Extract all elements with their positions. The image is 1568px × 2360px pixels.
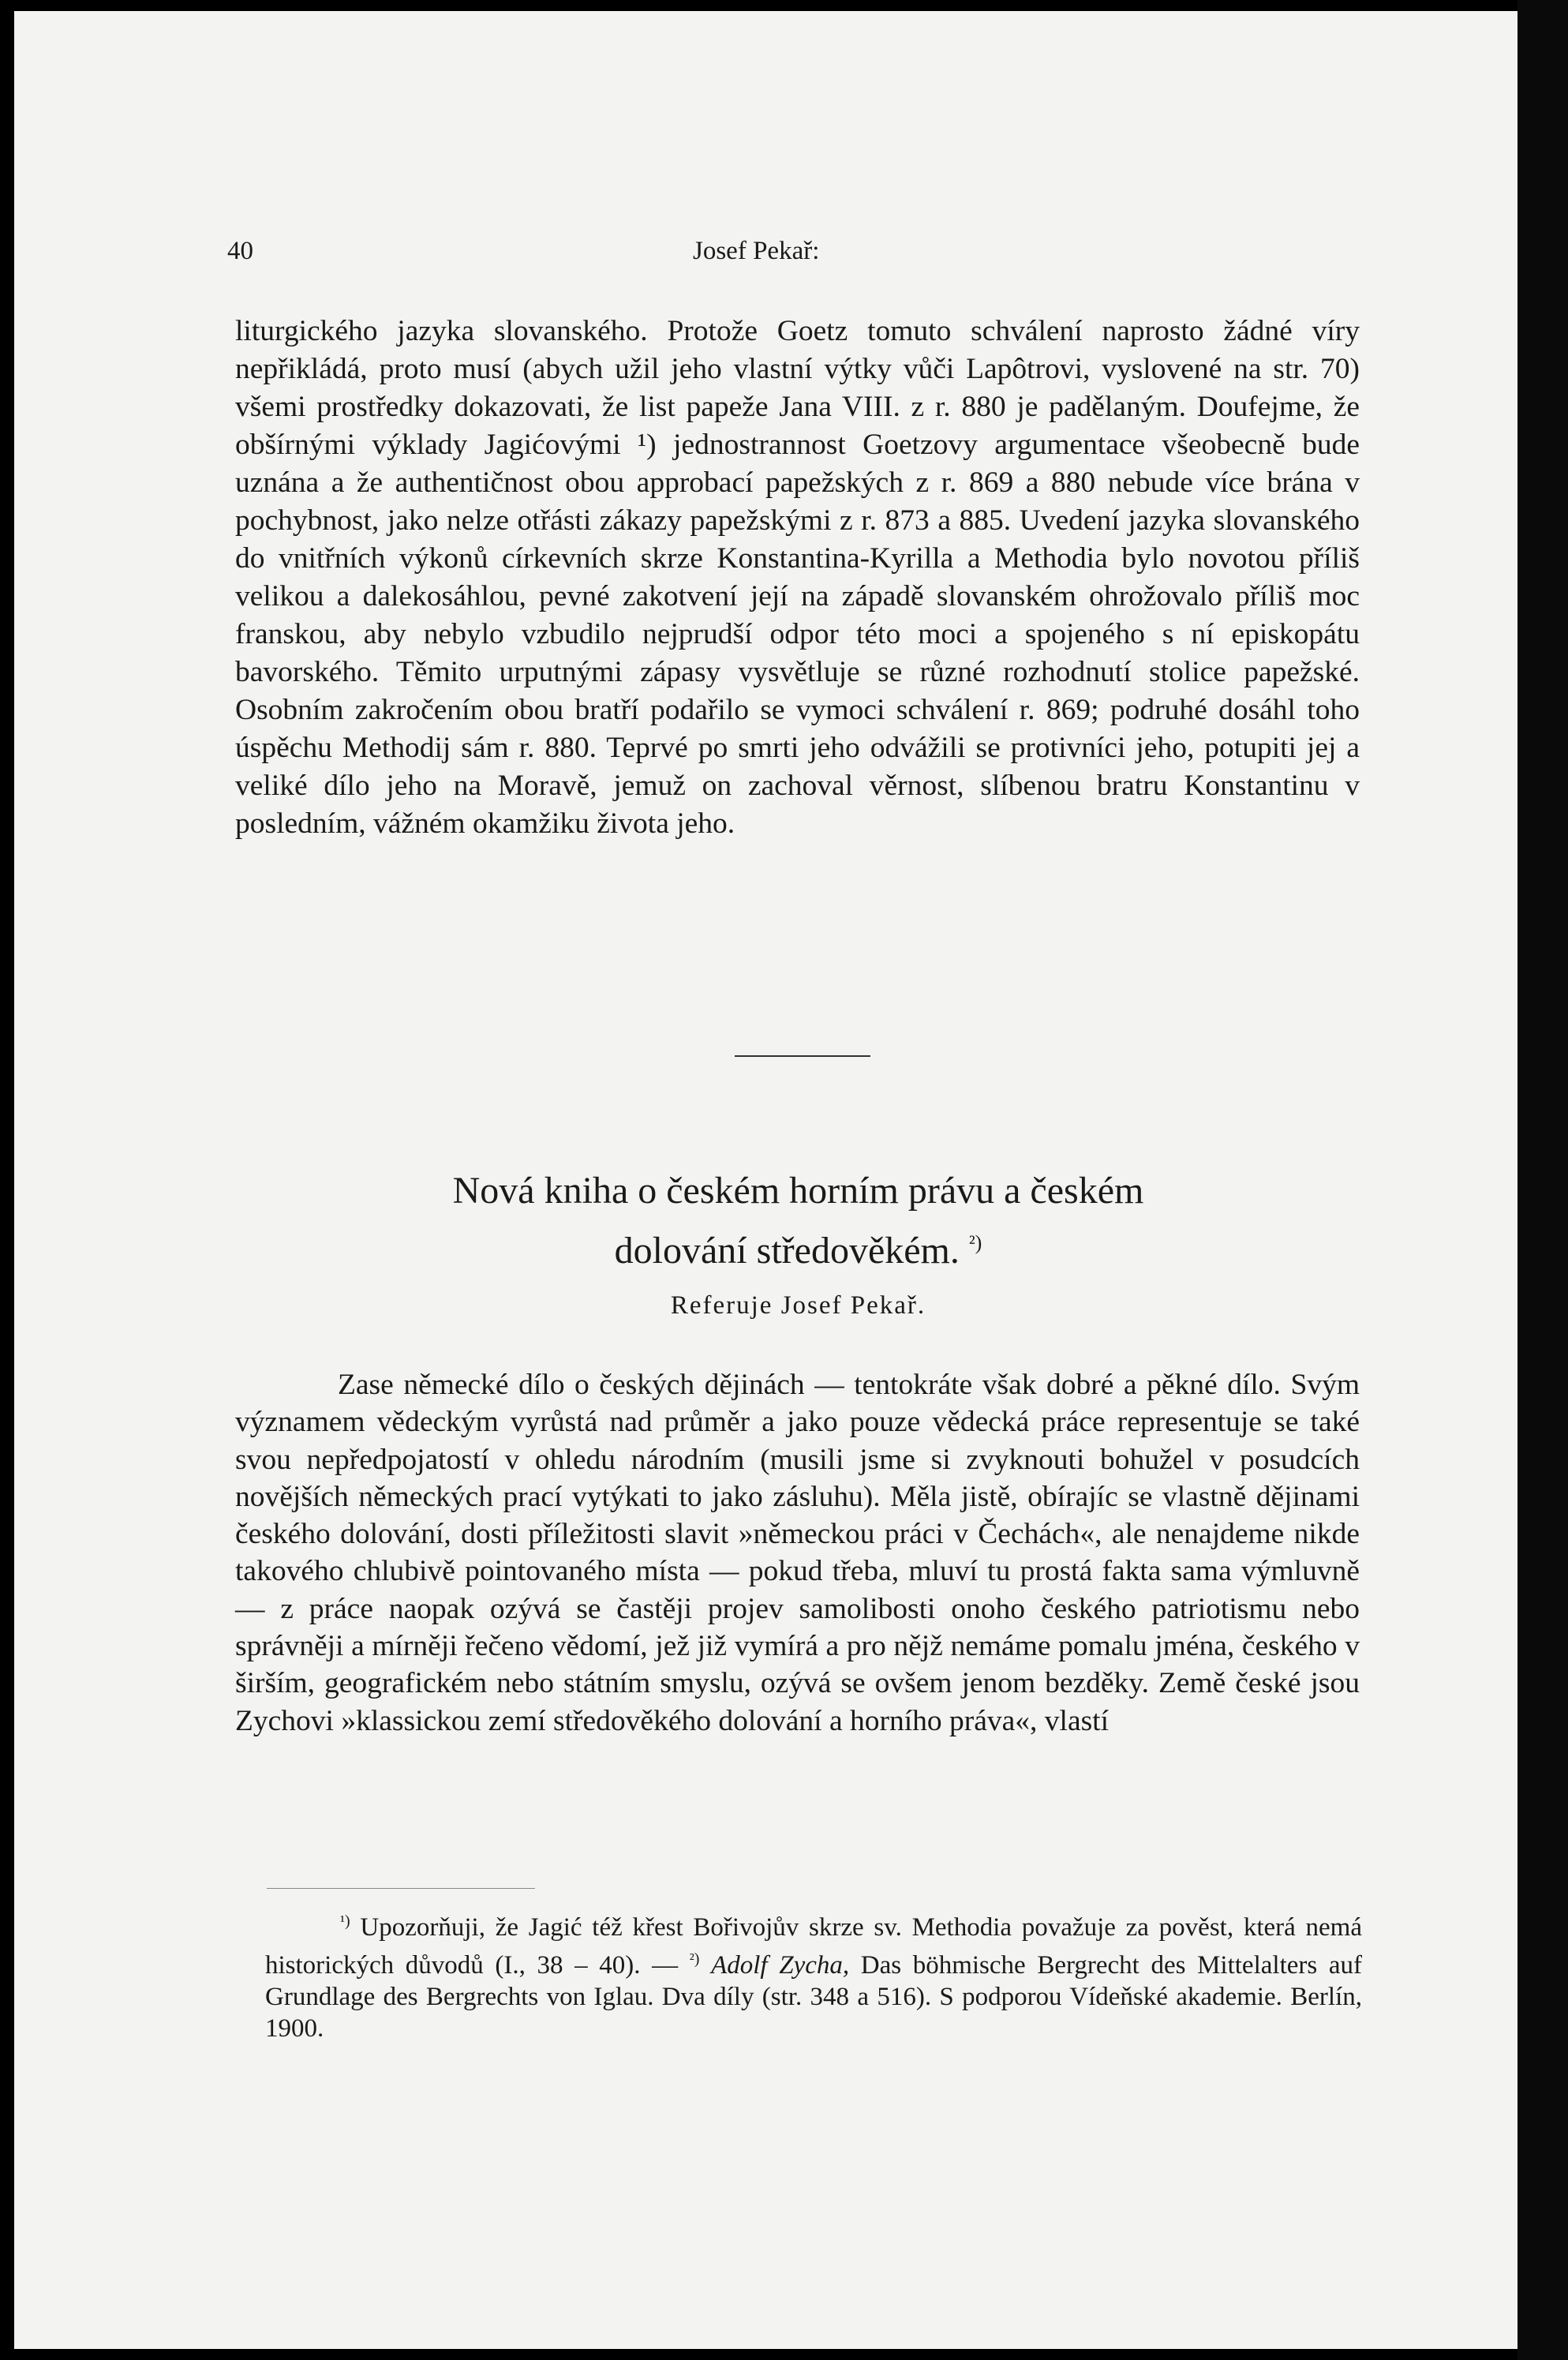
scanned-page: [14, 11, 1517, 2349]
article-title: [211, 1165, 1385, 1277]
footnote-mark-1: ¹): [340, 1912, 350, 1930]
footnote-separator: [267, 1888, 535, 1889]
footnote-2-text: Das böhmische Bergrecht des Mittelalters auf Grundlage des Bergrechts von Iglau. Dva díly (str. 348 a 516). S podporou Vídeňské akademie. Berlín, 1900.: [265, 1951, 1362, 2043]
footnote-2-author: Adolf Zycha,: [711, 1951, 850, 1980]
footnote-paragraph: [265, 1905, 1362, 2044]
section-divider: [735, 1055, 870, 1057]
article-byline: Referuje Josef Pekař.: [670, 1291, 926, 1320]
page-number: 40: [227, 237, 253, 265]
article-title-line2: [211, 1217, 1385, 1277]
article-text-block: [235, 1366, 1360, 1740]
article-title-line2-text: dolování středověkém.: [614, 1230, 960, 1272]
scan-edge-band: [1517, 0, 1568, 2360]
continuation-paragraph: liturgického jazyka slovanského. Protože Goetz tomuto schválení naprosto žádné víry nepřikládá, proto musí (abych užil jeho vlastní výtky vůči Lapôtrovi, vyslovené na str. 70) všemi prostředky dokazovati, že list papeže Jana VIII. z r. 880 je padělaným. Doufejme, že obšírnými výklady Jagićovými ¹) jednostrannost Goetzovy argumentace všeobecně bude uznána a že authentičnost obou approbací papežských z r. 869 a 880 nebude více brána v pochybnost, jako nelze otřásti zákazy papežskými z r. 873 a 885. Uvedení jazyka slovanského do vnitřních výkonů církevních skrze Konstantina-Kyrilla a Methodia bylo novotou příliš velikou a dalekosáhlou, pevné zakotvení její na západě slovanském ohrožovalo příliš moc franskou, aby nebylo vzbudilo nejprudší odpor této moci a spojeného s ní episkopátu bavorského. Těmito urputnými zápasy vysvětluje se různé rozhodnutí stolice papežské. Osobním zakročením obou bratří podařilo se vymoci schválení r. 869; podruhé dosáhl toho úspěchu Methodij sám r. 880. Teprvé po smrti jeho odvážili se protivníci jeho, potupiti jej a veliké dílo jeho na Moravě, jemuž on zachoval věrnost, slíbenou bratru Konstantinu v posledním, vážném okamžiku života jeho.: [235, 315, 1360, 840]
footnote-1-text: Upozorňuji, že Jagić též křest Bořivojův skrze sv. Methodia považuje za pověst, která nemá historických důvodů (I., 38 – 40). —: [265, 1913, 1362, 1980]
footnotes: [265, 1905, 1362, 2044]
running-header: [227, 237, 1411, 272]
continuation-text-block: [235, 313, 1360, 843]
title-footnote-mark: ²): [968, 1231, 982, 1254]
footnote-mark-2: ²): [689, 1950, 700, 1968]
article-body-paragraph: Zase německé dílo o českých dějinách — tentokráte však dobré a pěkné dílo. Svým významem vědeckým vyrůstá nad průměr a jako pouze vědecká práce representuje se také svou nepředpojatostí v ohledu národním (musili jsme si zvyknouti bohužel v posudcích novějších německých prací vytýkati to jako zásluhu). Měla jistě, obírajíc se vlastně dějinami českého dolování, dosti příležitosti slavit »německou práci v Čechách«, ale nenajdeme nikde takového chlubivě pointovaného místa — pokud třeba, mluví tu prostá fakta sama výmluvně — z práce naopak ozývá se častěji projev samolibosti onoho českého patriotismu nebo správněji a mírněji řečeno vědomí, jež již vymírá a pro nějž nemáme pomalu jména, českého v širším, geografickém nebo státním smyslu, ozývá se ovšem jenom bezděky. Země české jsou Zychovi »klassickou zemí středověkého dolování a horního práva«, vlastí: [235, 1369, 1360, 1737]
article-title-line1: Nová kniha o českém horním právu a českém: [452, 1170, 1144, 1212]
running-title: Josef Pekař:: [693, 237, 820, 265]
